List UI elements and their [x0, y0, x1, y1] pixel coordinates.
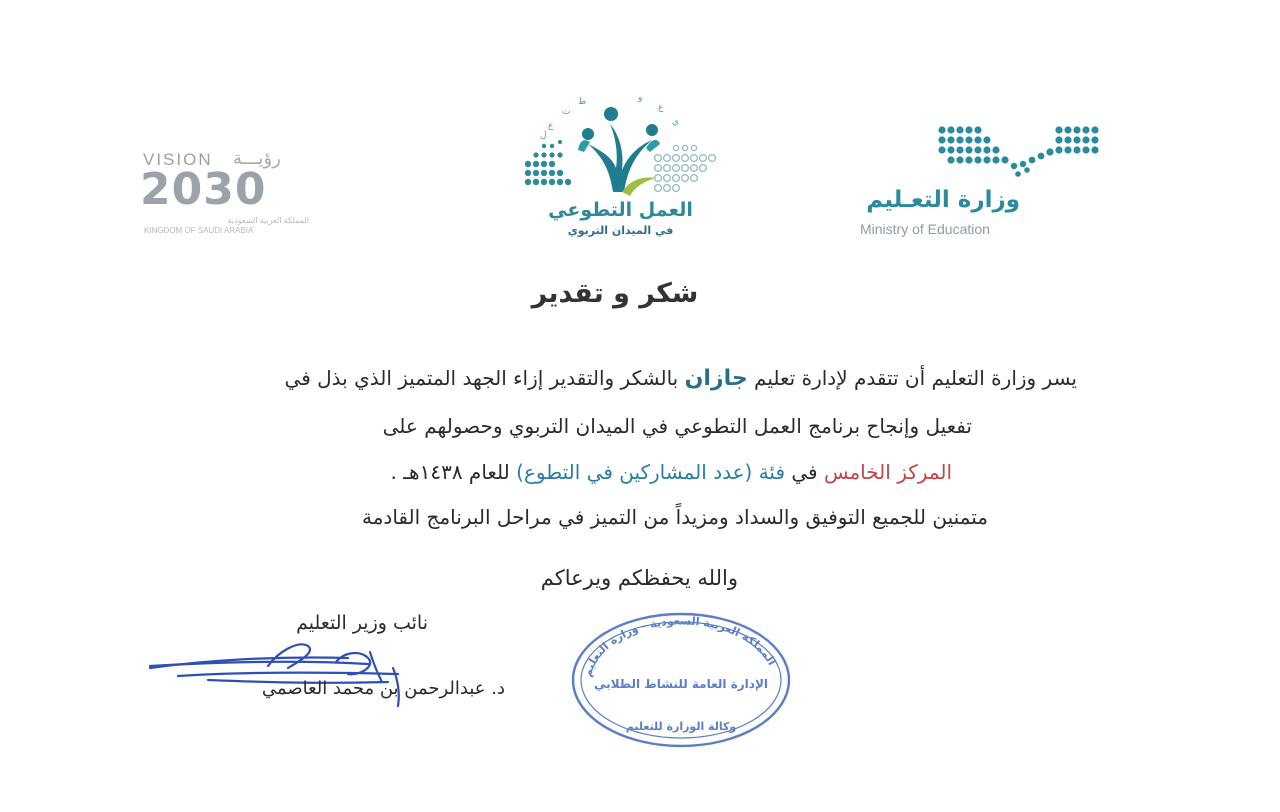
vision-2030-logo — [138, 150, 318, 242]
official-stamp — [568, 606, 793, 751]
svg-text:ع: ع — [658, 103, 664, 113]
body-line-3-mid: في — [785, 460, 824, 484]
body-line-2: تفعيل وإنجاح برنامج العمل التطوعي في الميدان التربوي وحصولهم على — [382, 414, 972, 438]
signature-image — [148, 632, 418, 712]
award-category: فئة (عدد المشاركين في التطوع) — [516, 460, 786, 484]
svg-text:ت: ت — [562, 107, 571, 117]
ministry-dots-icon — [850, 120, 1105, 185]
body-line-1-start: يسر وزارة التعليم أن تتقدم لإدارة تعليم — [747, 366, 1077, 390]
ministry-of-education-logo — [850, 120, 1105, 245]
vision-year: 2030 — [140, 164, 267, 215]
body-line-3 — [390, 460, 952, 484]
closing-line: والله يحفظكم ويرعاكم — [540, 566, 738, 590]
svg-text:المملكة العربية السعودية - وزا — [581, 614, 779, 678]
ministry-name-ar: وزارة التعـليم — [866, 187, 1020, 213]
stamp-top-text: المملكة العربية السعودية - وزارة التعليم — [580, 614, 779, 679]
city-name: جازان — [684, 366, 748, 391]
award-year: للعام ١٤٣٨هـ . — [390, 460, 517, 484]
body-line-1 — [285, 366, 1077, 391]
svg-text:ع: ع — [548, 121, 554, 131]
vision-subtitle — [144, 216, 309, 236]
certificate-title: شكر و تقدير — [531, 278, 699, 309]
volunteer-logo-subtitle: في الميدان التربوي — [567, 224, 674, 237]
award-place: المركز الخامس — [823, 460, 952, 484]
svg-text:و: و — [638, 93, 643, 103]
svg-text:ل: ل — [540, 131, 547, 141]
stamp-middle-text: الإدارة العامة للنشاط الطلابي — [594, 677, 768, 691]
body-line-4: متمنين للجميع التوفيق والسداد ومزيداً من التميز في مراحل البرنامج القادمة — [362, 505, 988, 529]
ministry-name-en: Ministry of Education — [860, 221, 990, 237]
volunteer-work-logo — [518, 92, 723, 247]
volunteer-tree-icon — [518, 92, 723, 202]
vision-subtitle-ar: المملكة العربية السعودية — [227, 216, 309, 225]
vision-subtitle-en: KINGDOM OF SAUDI ARABIA — [144, 226, 254, 235]
svg-text:ي: ي — [672, 117, 680, 127]
stamp-bottom-text: وكالة الوزارة للتعليم — [625, 720, 737, 733]
body-line-1-end: بالشكر والتقدير إزاء الجهد المتميز الذي بذل في — [284, 366, 685, 390]
vision-word-ar: رؤيـــة — [233, 148, 281, 169]
signatory-title: نائب وزير التعليم — [296, 612, 428, 634]
signatory-name: د. عبدالرحمن بن محمد العاصمي — [261, 678, 505, 699]
volunteer-logo-title: العمل التطوعي — [548, 199, 693, 221]
svg-text:ط: ط — [578, 97, 587, 107]
vision-word: VISION — [143, 150, 213, 169]
